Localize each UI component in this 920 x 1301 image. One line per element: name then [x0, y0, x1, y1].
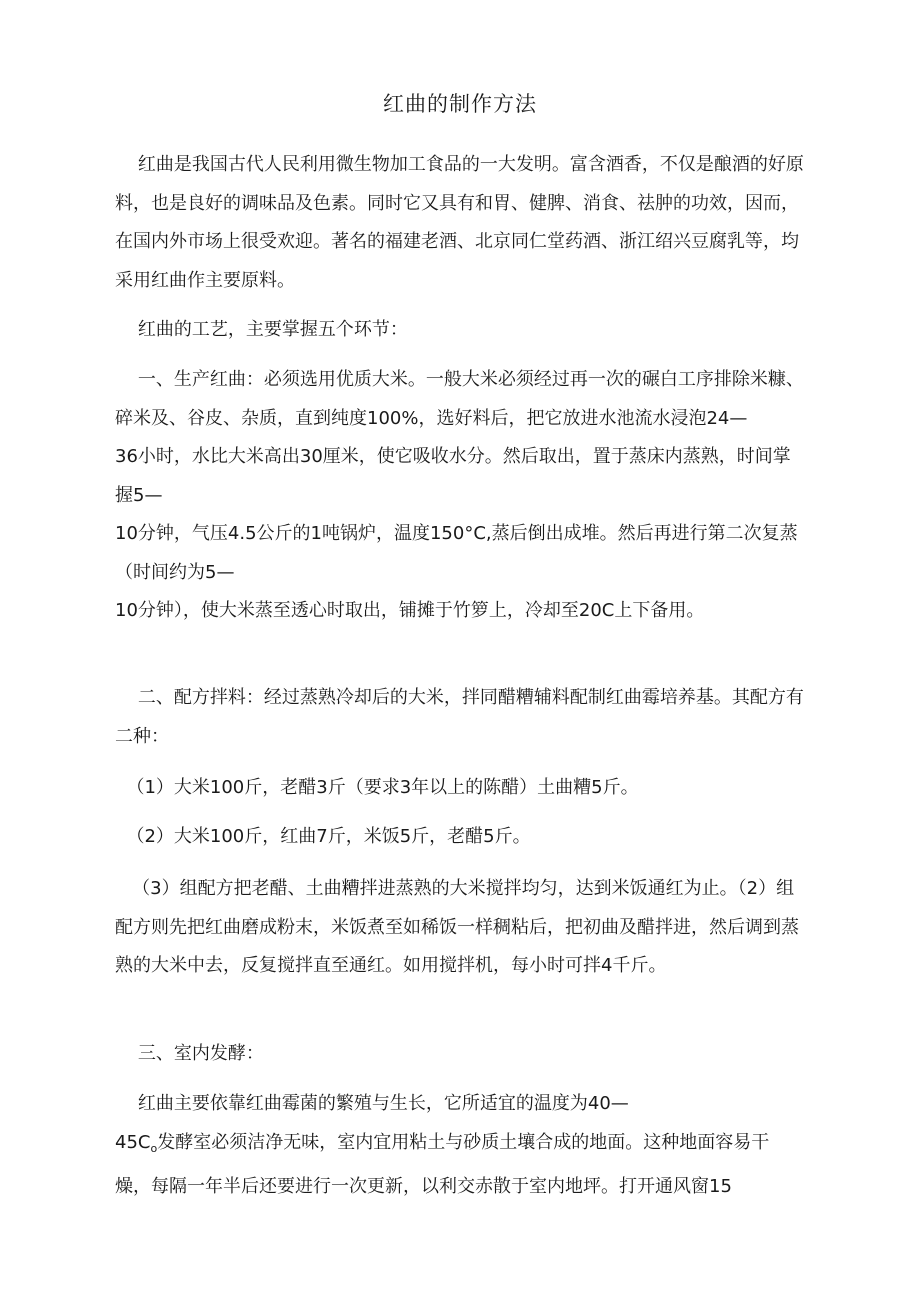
formula-1: （1）大米100斤，老醋3斤（要求3年以上的陈醋）土曲糟5斤。 [115, 777, 639, 798]
heading-step-3: 三、室内发酵： [115, 1043, 264, 1064]
paragraph-formula-3: （3）组配方把老醋、土曲糟拌进蒸熟的大米搅拌均匀，达到米饭通红为止。（2）组配方则先把红曲磨成粉末，米饭煮至如稀饭一样稠粘后，把初曲及醋拌进，然后调到蒸熟的大米中去，反复搅拌直至通红。如用搅拌机，每小时可拌4千斤。 [115, 878, 799, 976]
formula-2: （2）大米100斤，红曲7斤，米饭5斤，老醋5斤。 [115, 826, 531, 847]
step3-text-a: 红曲主要依靠红曲霉菌的繁殖与生长，它所适宜的温度为40— 45C [115, 1093, 629, 1153]
document-title: 红曲的制作方法 [383, 92, 537, 116]
step3-text-b: 发酵室必须洁净无味，室内宜用粘土与砂质土壤合成的地面。这种地面容易干燥，每隔一年半后还要进行一次更新，以利交赤散于室内地坪。打开通风窗15 [115, 1131, 770, 1197]
paragraph-step-2: 二、配方拌料：经过蒸熟冷却后的大米，拌同醋糟辅料配制红曲霉培养基。其配方有二种： [115, 687, 804, 747]
step3-subscript: o [150, 1141, 158, 1155]
paragraph-craft: 红曲的工艺，主要掌握五个环节： [115, 319, 408, 340]
paragraph-step-3-body [115, 1085, 805, 1207]
paragraph-step-1: 一、生产红曲：必须选用优质大米。一般大米必须经过再一次的碾白工序排除米糠、碎米及、谷皮、杂质，直到纯度100%，选好料后，把它放进水池流水浸泡24— 36小时，水比大米高出30厘米，使它吸收水分。然后取出，置于蒸床内蒸熟，时间掌握5— 10分钟，气压4.5公斤的1吨锅炉，温度150°C,蒸后倒出成堆。然后再进行第二次复蒸（时间约为5— 10分钟），使大米蒸至透心时取出，铺摊于竹箩上，冷却至20C上下备用。 [115, 369, 804, 621]
paragraph-intro: 红曲是我国古代人民利用微生物加工食品的一大发明。富含酒香，不仅是酿酒的好原料，也是良好的调味品及色素。同时它又具有和胃、健脾、消食、祛肿的功效，因而，在国内外市场上很受欢迎。著名的福建老酒、北京同仁堂药酒、浙江绍兴豆腐乳等，均采用红曲作主要原料。 [115, 154, 804, 291]
